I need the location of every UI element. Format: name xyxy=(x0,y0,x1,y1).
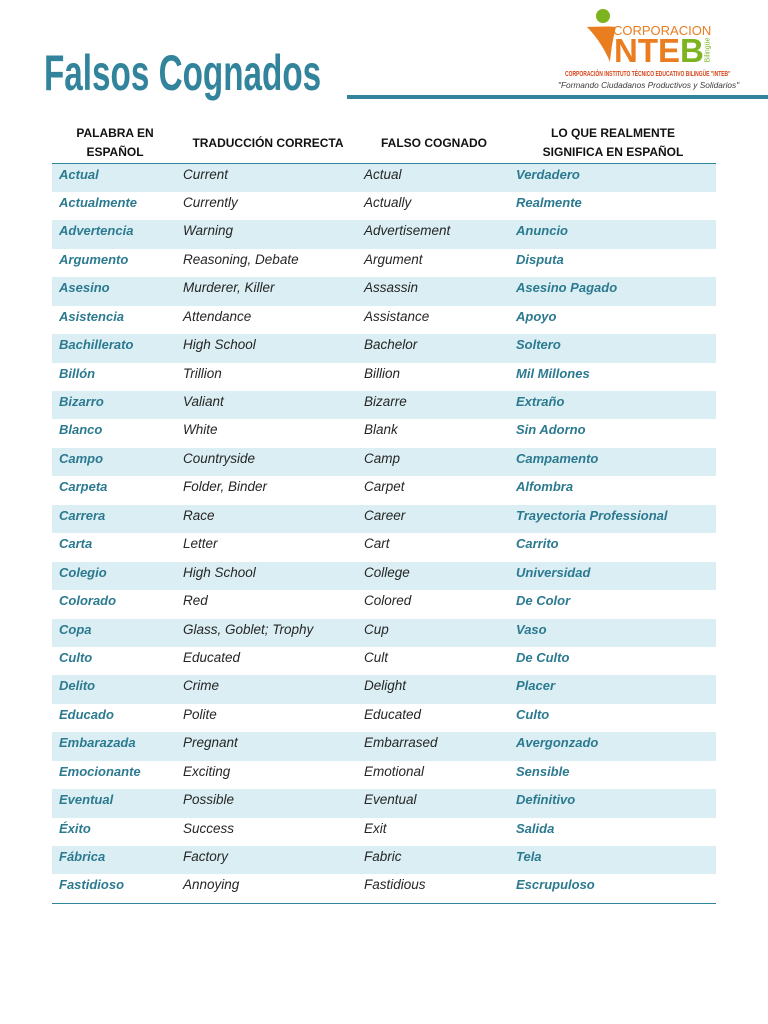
cell-real-meaning: Anuncio xyxy=(516,223,568,239)
cell-false-cognate: Blank xyxy=(364,422,398,438)
logo-dot xyxy=(596,9,610,23)
cell-false-cognate: Argument xyxy=(364,251,423,267)
cell-correct-translation: Letter xyxy=(183,536,218,552)
cell-false-cognate: Emotional xyxy=(364,763,425,779)
cell-false-cognate: Cup xyxy=(364,621,389,637)
cell-spanish-word: Culto xyxy=(59,649,93,665)
table-row xyxy=(52,874,716,902)
table-header-row xyxy=(52,118,716,164)
cell-false-cognate: Delight xyxy=(364,678,407,694)
title-divider xyxy=(347,95,768,99)
cell-spanish-word: Educado xyxy=(59,706,114,722)
cell-real-meaning: Sensible xyxy=(516,763,570,779)
table-row xyxy=(52,704,716,732)
cell-spanish-word: Blanco xyxy=(59,422,103,438)
logo-wordmark-orange: NTE xyxy=(614,32,680,69)
table-row xyxy=(52,249,716,277)
logo-wordmark-green: B xyxy=(680,32,704,69)
cell-real-meaning: De Color xyxy=(516,593,571,609)
page-title: Falsos Cognados xyxy=(44,45,322,101)
cell-false-cognate: Fastidious xyxy=(364,877,426,893)
logo-wordmark xyxy=(614,34,704,67)
cell-real-meaning: Alfombra xyxy=(516,479,574,495)
cell-correct-translation: Murderer, Killer xyxy=(183,280,275,296)
cell-real-meaning: Vaso xyxy=(516,621,547,637)
cell-real-meaning: Escrupuloso xyxy=(516,877,595,893)
table-row xyxy=(52,761,716,789)
cell-real-meaning: Realmente xyxy=(516,194,582,210)
cell-false-cognate: Colored xyxy=(364,593,412,609)
table-row xyxy=(52,789,716,817)
cell-spanish-word: Asesino xyxy=(59,280,110,296)
header-spanish-word xyxy=(52,124,178,163)
table-row xyxy=(52,590,716,618)
table-body xyxy=(52,164,716,904)
logo-figure-body xyxy=(587,27,616,62)
cell-spanish-word: Advertencia xyxy=(59,223,134,239)
logo-slogan: "Formando Ciudadanos Productivos y Solidarios" xyxy=(558,80,740,90)
table-row xyxy=(52,533,716,561)
cell-false-cognate: Assistance xyxy=(364,308,430,324)
cell-correct-translation: Trillion xyxy=(183,365,222,381)
cell-real-meaning: Carrito xyxy=(516,536,559,552)
cell-real-meaning: Trayectoria Professional xyxy=(516,507,668,523)
cell-spanish-word: Fábrica xyxy=(59,849,106,864)
logo-full-name: CORPORACIÓN INSTITUTO TÉCNICO EDUCATIVO BILINGÜE "INTEB" xyxy=(565,70,731,78)
cell-spanish-word: Carpeta xyxy=(59,479,108,495)
table-row xyxy=(52,448,716,476)
cell-spanish-word: Embarazada xyxy=(59,735,136,751)
cell-correct-translation: Educated xyxy=(183,649,241,665)
cell-correct-translation: Reasoning, Debate xyxy=(183,251,299,267)
cell-real-meaning: Tela xyxy=(516,849,542,864)
table-row xyxy=(52,419,716,447)
logo-side-word: Bilingüe xyxy=(704,37,712,63)
table-row xyxy=(52,846,716,874)
cell-spanish-word: Fastidioso xyxy=(59,877,125,893)
cell-false-cognate: Actual xyxy=(364,166,402,182)
cell-correct-translation: Success xyxy=(183,820,235,836)
cell-false-cognate: Advertisement xyxy=(364,223,451,239)
cell-real-meaning: Sin Adorno xyxy=(516,422,586,438)
cell-false-cognate: Educated xyxy=(364,706,422,722)
header-real-meaning-label: LO QUE REALMENTE SIGNIFICA EN ESPAÑOL xyxy=(542,126,684,160)
table-row xyxy=(52,363,716,391)
cell-spanish-word: Bachillerato xyxy=(59,337,134,353)
header-spanish-word-label: PALABRA EN ESPAÑOL xyxy=(76,126,154,160)
cell-correct-translation: Red xyxy=(183,593,208,609)
table-row xyxy=(52,164,716,192)
cell-false-cognate: Camp xyxy=(364,450,401,466)
cell-correct-translation: Pregnant xyxy=(183,735,238,751)
cell-correct-translation: Glass, Goblet; Trophy xyxy=(183,621,314,637)
cell-correct-translation: White xyxy=(183,422,218,438)
cell-false-cognate: Carpet xyxy=(364,479,405,495)
cell-false-cognate: Actually xyxy=(364,194,412,210)
cell-false-cognate: Cult xyxy=(364,649,389,665)
cell-real-meaning: Apoyo xyxy=(516,308,557,324)
cell-real-meaning: Universidad xyxy=(516,564,591,580)
cell-real-meaning: Salida xyxy=(516,820,555,836)
cell-correct-translation: Currently xyxy=(183,194,238,210)
cell-real-meaning: De Culto xyxy=(516,649,570,665)
cell-spanish-word: Billón xyxy=(59,365,96,381)
cell-spanish-word: Colegio xyxy=(59,564,107,580)
cell-real-meaning: Campamento xyxy=(516,450,599,466)
cell-real-meaning: Placer xyxy=(516,678,556,694)
cell-spanish-word: Campo xyxy=(59,450,104,466)
cell-correct-translation: Race xyxy=(183,507,215,523)
table-row xyxy=(52,334,716,362)
cell-correct-translation: High School xyxy=(183,564,256,580)
cell-real-meaning: Extraño xyxy=(516,394,565,409)
cell-spanish-word: Asistencia xyxy=(59,308,125,324)
cell-real-meaning: Mil Millones xyxy=(516,365,590,381)
cell-false-cognate: Eventual xyxy=(364,792,417,808)
cell-real-meaning: Asesino Pagado xyxy=(516,280,618,296)
header-real-meaning xyxy=(510,124,716,163)
cell-correct-translation: Current xyxy=(183,166,229,182)
cell-false-cognate: College xyxy=(364,564,410,580)
cell-false-cognate: Embarrased xyxy=(364,735,438,751)
cell-correct-translation: High School xyxy=(183,337,256,353)
table-row xyxy=(52,675,716,703)
header-false-cognate-label: FALSO COGNADO xyxy=(380,135,487,150)
institution-logo xyxy=(555,5,745,95)
cell-spanish-word: Emocionante xyxy=(59,763,141,779)
cell-correct-translation: Valiant xyxy=(183,394,224,409)
cell-spanish-word: Actual xyxy=(59,166,99,182)
cell-correct-translation: Attendance xyxy=(183,308,252,324)
cell-real-meaning: Disputa xyxy=(516,251,564,267)
cell-real-meaning: Verdadero xyxy=(516,166,580,182)
header-correct-translation xyxy=(178,124,358,163)
cell-false-cognate: Assassin xyxy=(364,280,419,296)
cell-spanish-word: Carrera xyxy=(59,507,106,523)
table-row xyxy=(52,732,716,760)
cell-real-meaning: Culto xyxy=(516,706,550,722)
cell-false-cognate: Cart xyxy=(364,536,390,552)
cell-false-cognate: Bizarre xyxy=(364,394,407,409)
table-row xyxy=(52,192,716,220)
cell-spanish-word: Actualmente xyxy=(59,194,138,210)
cell-correct-translation: Possible xyxy=(183,792,235,808)
cell-correct-translation: Polite xyxy=(183,706,217,722)
cell-spanish-word: Colorado xyxy=(59,593,117,609)
cell-spanish-word: Carta xyxy=(59,536,93,552)
table-row xyxy=(52,277,716,305)
cell-spanish-word: Éxito xyxy=(59,820,91,836)
header-correct-translation-label: TRADUCCIÓN CORRECTA xyxy=(192,135,344,150)
table-row xyxy=(52,619,716,647)
table-row xyxy=(52,818,716,846)
logo-top-word: CORPORACION xyxy=(613,23,712,38)
cell-correct-translation: Factory xyxy=(183,849,229,864)
table-row xyxy=(52,306,716,334)
cell-real-meaning: Definitivo xyxy=(516,792,576,808)
cell-false-cognate: Billion xyxy=(364,365,401,381)
cell-correct-translation: Folder, Binder xyxy=(183,479,268,495)
cell-real-meaning: Soltero xyxy=(516,337,561,353)
cell-false-cognate: Career xyxy=(364,507,406,523)
header-false-cognate xyxy=(358,124,510,163)
false-cognates-table xyxy=(52,118,716,904)
cell-false-cognate: Exit xyxy=(364,820,387,836)
table-row xyxy=(52,391,716,419)
cell-false-cognate: Fabric xyxy=(364,849,402,864)
cell-spanish-word: Argumento xyxy=(59,251,129,267)
table-row xyxy=(52,562,716,590)
cell-correct-translation: Countryside xyxy=(183,450,256,466)
cell-correct-translation: Exciting xyxy=(183,763,231,779)
cell-correct-translation: Crime xyxy=(183,678,219,694)
cell-false-cognate: Bachelor xyxy=(364,337,418,353)
cell-correct-translation: Warning xyxy=(183,223,234,239)
table-row xyxy=(52,476,716,504)
cell-real-meaning: Avergonzado xyxy=(516,735,599,751)
table-row xyxy=(52,647,716,675)
cell-spanish-word: Bizarro xyxy=(59,394,104,409)
table-row xyxy=(52,220,716,248)
cell-correct-translation: Annoying xyxy=(183,877,240,893)
table-row xyxy=(52,505,716,533)
cell-spanish-word: Copa xyxy=(59,621,92,637)
cell-spanish-word: Eventual xyxy=(59,792,114,808)
cell-spanish-word: Delito xyxy=(59,678,96,694)
